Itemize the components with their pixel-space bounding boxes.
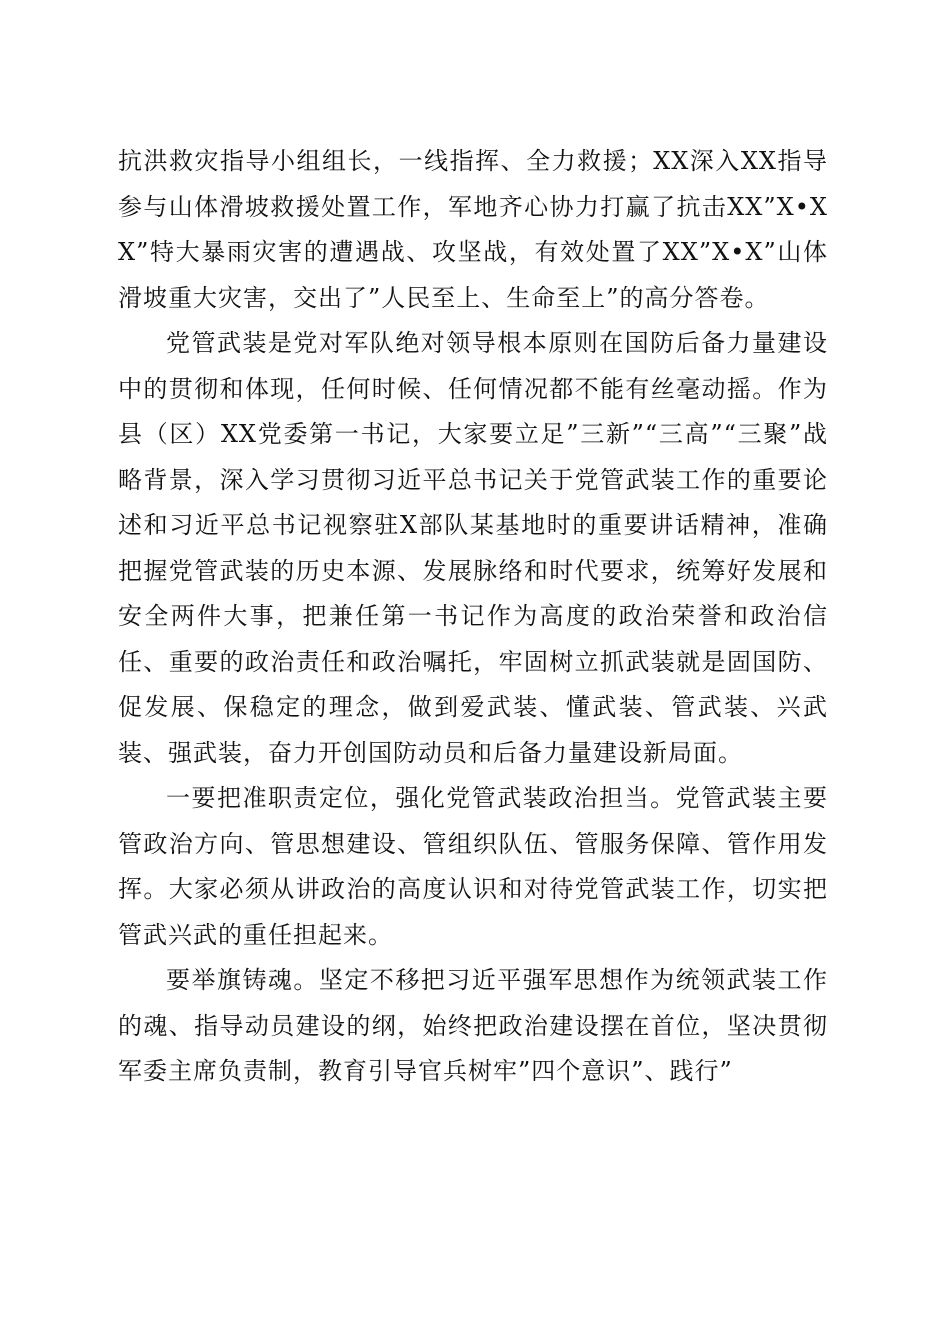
document-body [118, 139, 828, 1095]
paragraph-responsibility-positioning: 一要把准职责定位，强化党管武装政治担当。党管武装主要管政治方向、管思想建设、管组织队伍、管服务保障、管作用发挥。大家必须从讲政治的高度认识和对待党管武装工作，切实把管武兴武的重任担起来。 [118, 784, 828, 949]
paragraph-raise-flag-forge-soul: 要举旗铸魂。坚定不移把习近平强军思想作为统领武装工作的魂、指导动员建设的纲，始终把政治建设摆在首位，坚决贯彻军委主席负责制，教育引导官兵树牢”四个意识”、践行” [118, 966, 828, 1085]
paragraph-party-control-armed-forces: 党管武装是党对军队绝对领导根本原则在国防后备力量建设中的贯彻和体现，任何时候、任何情况都不能有丝毫动摇。作为县（区）XX党委第一书记，大家要立足”三新”“三高”“三聚”战略背景，深入学习贯彻习近平总书记关于党管武装工作的重要论述和习近平总书记视察驻X部队某基地时的重要讲话精神，准确把握党管武装的历史本源、发展脉络和时代要求，统筹好发展和安全两件大事，把兼任第一书记作为高度的政治荣誉和政治信任、重要的政治责任和政治嘱托，牢固树立抓武装就是固国防、促发展、保稳定的理念，做到爱武装、懂武装、管武装、兴武装、强武装，奋力开创国防动员和后备力量建设新局面。 [118, 329, 828, 767]
paragraph-continuation: 抗洪救灾指导小组组长，一线指挥、全力救援；XX深入XX指导参与山体滑坡救援处置工作，军地齐心协力打赢了抗击XX”X•XX”特大暴雨灾害的遭遇战、攻坚战，有效处置了XX”X•X”山体滑坡重大灾害，交出了”人民至上、生命至上”的高分答卷。 [118, 147, 828, 312]
